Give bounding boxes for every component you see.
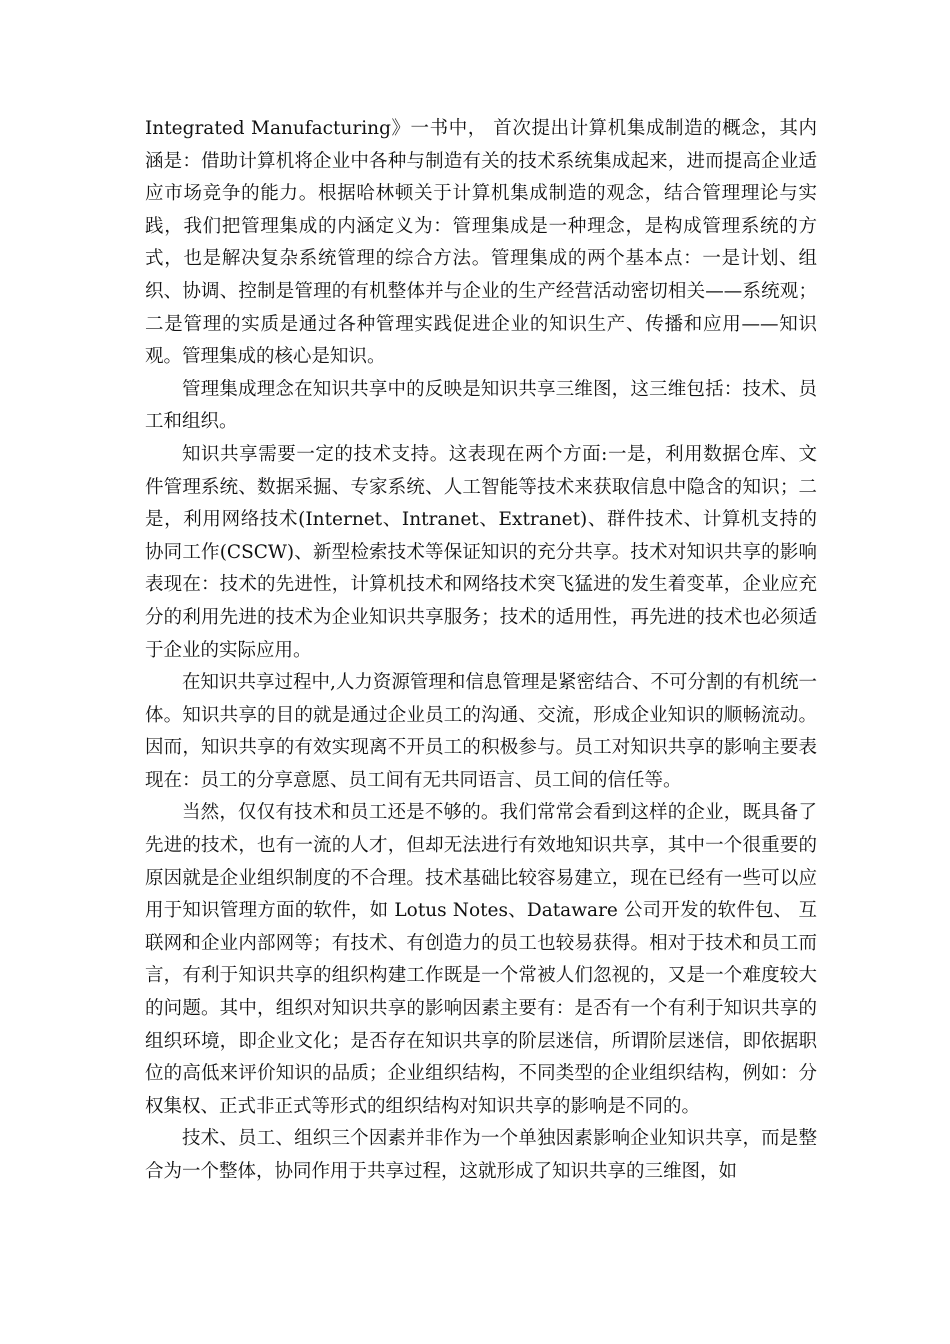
paragraph-5: 当然，仅仅有技术和员工还是不够的。我们常常会看到这样的企业，既具备了先进的技术，也有一流的人才，但却无法进行有效地知识共享，其中一个很重要的原因就是企业组织制度的不合理。技术基础比较容易建立，现在已经有一些可以应用于知识管理方面的软件，如 Lotus Notes、Dataware 公司开发的软件包、 互联网和企业内部网等；有技术、有创造力的员工也较易获得。相对于技术和员工而言，有利于知识共享的组织构建工作既是一个常被人们忽视的，又是一个难度较大的问题。其中，组织对知识共享的影响因素主要有：是否有一个有利于知识共享的组织环境，即企业文化；是否存在知识共享的阶层迷信，所谓阶层迷信，即依据职位的高低来评价知识的品质；企业组织结构，不同类型的企业组织结构，例如：分权集权、正式非正式等形式的组织结构对知识共享的影响是不同的。	[145, 802, 817, 1117]
paragraph-1: Integrated Manufacturing》一书中， 首次提出计算机集成制造的概念，其内涵是：借助计算机将企业中各种与制造有关的技术系统集成起来，进而提高企业适应市场竞争的能力。根据哈林顿关于计算机集成制造的观念，结合管理理论与实践，我们把管理集成的内涵定义为：管理集成是一种理念，是构成管理系统的方式，也是解决复杂系统管理的综合方法。管理集成的两个基本点：一是计划、组织、协调、控制是管理的有机整体并与企业的生产经营活动密切相关——系统观；二是管理的实质是通过各种管理实践促进企业的知识生产、传播和应用——知识观。管理集成的核心是知识。	[145, 118, 817, 368]
document-body	[145, 113, 817, 1189]
paragraph-4: 在知识共享过程中,人力资源管理和信息管理是紧密结合、不可分割的有机统一体。知识共享的目的就是通过企业员工的沟通、交流，形成企业知识的顺畅流动。因而，知识共享的有效实现离不开员工的积极参与。员工对知识共享的影响主要表现在：员工的分享意愿、员工间有无共同语言、员工间的信任等。	[145, 672, 817, 791]
paragraph-2: 管理集成理念在知识共享中的反映是知识共享三维图，这三维包括：技术、员工和组织。	[145, 378, 817, 433]
paragraph-3: 知识共享需要一定的技术支持。这表现在两个方面:一是，利用数据仓库、文件管理系统、数据采掘、专家系统、人工智能等技术来获取信息中隐含的知识；二是，利用网络技术(Internet、Intranet、Extranet)、群件技术、计算机支持的协同工作(CSCW)、新型检索技术等保证知识的充分共享。技术对知识共享的影响表现在：技术的先进性，计算机技术和网络技术突飞猛进的发生着变革，企业应充分的利用先进的技术为企业知识共享服务；技术的适用性，再先进的技术也必须适于企业的实际应用。	[145, 443, 817, 661]
paragraph-6: 技术、员工、组织三个因素并非作为一个单独因素影响企业知识共享，而是整合为一个整体，协同作用于共享过程，这就形成了知识共享的三维图，如	[145, 1128, 817, 1182]
